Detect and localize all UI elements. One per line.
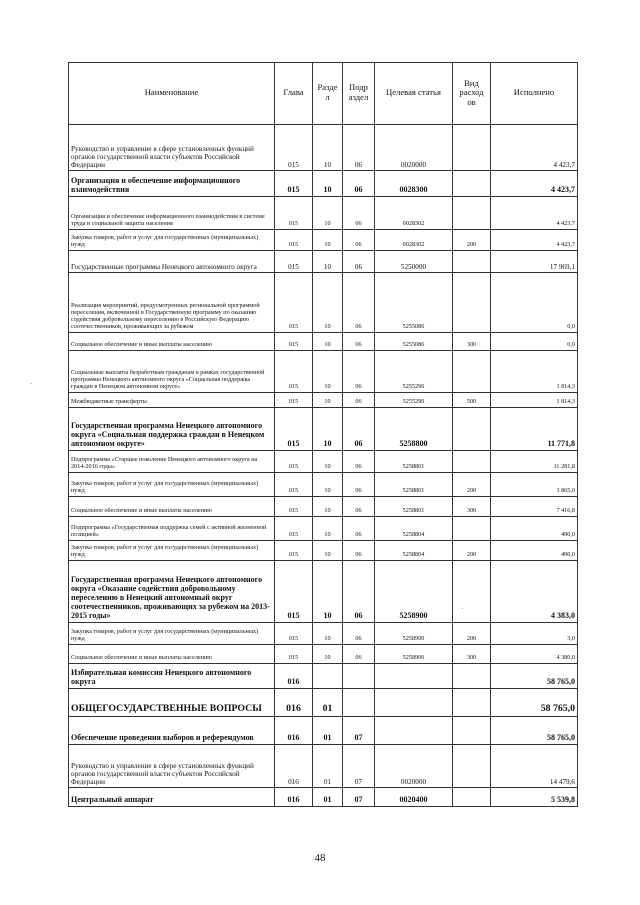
cell-name: Закупка товаров, работ и услуг для государственных (муниципальных) нужд xyxy=(69,623,275,645)
cell-statya: 0028302 xyxy=(375,197,453,230)
cell-name: ОБЩЕГОСУДАРСТВЕННЫЕ ВОПРОСЫ xyxy=(69,689,275,717)
cell-razdel: 10 xyxy=(313,230,343,251)
cell-razdel: 10 xyxy=(313,497,343,517)
cell-ispolneno: 4 423,7 xyxy=(491,197,578,230)
cell-podrazdel: 06 xyxy=(343,333,375,351)
cell-ispolneno: 490,0 xyxy=(491,517,578,541)
table-header xyxy=(69,63,578,125)
cell-ispolneno: 58 765,0 xyxy=(491,717,578,745)
table-row xyxy=(69,664,578,689)
table-row xyxy=(69,645,578,664)
cell-razdel: 10 xyxy=(313,171,343,197)
cell-vid: 200 xyxy=(453,541,491,561)
header-statya: Целевая статья xyxy=(375,63,453,125)
cell-razdel: 10 xyxy=(313,351,343,393)
table-row xyxy=(69,517,578,541)
cell-statya: 0020000 xyxy=(375,745,453,788)
table-row xyxy=(69,473,578,497)
cell-statya: 0028302 xyxy=(375,230,453,251)
cell-glava: 015 xyxy=(275,393,313,408)
cell-glava: 015 xyxy=(275,561,313,623)
cell-ispolneno: 1 814,3 xyxy=(491,351,578,393)
cell-razdel: 10 xyxy=(313,541,343,561)
cell-vid: 300 xyxy=(453,497,491,517)
cell-glava: 015 xyxy=(275,230,313,251)
cell-statya: 5258801 xyxy=(375,473,453,497)
cell-glava: 016 xyxy=(275,745,313,788)
cell-ispolneno: 3 865,0 xyxy=(491,473,578,497)
cell-name: Закупка товаров, работ и услуг для государственных (муниципальных) нужд xyxy=(69,230,275,251)
cell-ispolneno: 4 423,7 xyxy=(491,125,578,171)
cell-podrazdel: 06 xyxy=(343,451,375,473)
cell-name: Руководство и управление в сфере установленных функций органов государственной власти субъектов Российской Федерации xyxy=(69,745,275,788)
cell-statya xyxy=(375,664,453,689)
table-row xyxy=(69,251,578,273)
cell-glava: 015 xyxy=(275,623,313,645)
cell-statya: 5255290 xyxy=(375,393,453,408)
cell-name: Подпрограмма «Государственная поддержка семей с активной жизненной позицией» xyxy=(69,517,275,541)
table-row xyxy=(69,451,578,473)
cell-ispolneno: 4 423,7 xyxy=(491,230,578,251)
cell-razdel: 10 xyxy=(313,473,343,497)
cell-statya: 5258801 xyxy=(375,497,453,517)
cell-ispolneno: 58 765,0 xyxy=(491,689,578,717)
cell-podrazdel: 06 xyxy=(343,251,375,273)
cell-razdel: 10 xyxy=(313,273,343,333)
cell-ispolneno: 11 771,8 xyxy=(491,408,578,451)
table-row xyxy=(69,541,578,561)
cell-vid: 500 xyxy=(453,393,491,408)
cell-podrazdel: 06 xyxy=(343,561,375,623)
cell-ispolneno: 7 416,8 xyxy=(491,497,578,517)
cell-podrazdel: 06 xyxy=(343,541,375,561)
cell-podrazdel: 06 xyxy=(343,645,375,664)
cell-podrazdel: 06 xyxy=(343,517,375,541)
cell-glava: 015 xyxy=(275,125,313,171)
cell-razdel: 10 xyxy=(313,393,343,408)
cell-statya: 0028300 xyxy=(375,171,453,197)
cell-vid xyxy=(453,197,491,230)
cell-razdel: 10 xyxy=(313,517,343,541)
header-name: Наименование xyxy=(69,63,275,125)
cell-glava: 015 xyxy=(275,333,313,351)
cell-vid xyxy=(453,788,491,807)
cell-podrazdel: 06 xyxy=(343,351,375,393)
cell-podrazdel: 07 xyxy=(343,717,375,745)
page-number: 48 xyxy=(314,852,326,864)
table-row xyxy=(69,230,578,251)
cell-glava: 015 xyxy=(275,645,313,664)
cell-razdel: 01 xyxy=(313,689,343,717)
cell-name: Центральный аппарат xyxy=(69,788,275,807)
cell-vid xyxy=(453,251,491,273)
cell-razdel: 10 xyxy=(313,125,343,171)
table-row xyxy=(69,333,578,351)
budget-table xyxy=(68,62,578,807)
cell-glava: 015 xyxy=(275,171,313,197)
cell-vid xyxy=(453,408,491,451)
cell-name: Руководство и управление в сфере установленных функций органов государственной власти субъектов Российской Федерации xyxy=(69,125,275,171)
cell-vid: 200 xyxy=(453,623,491,645)
cell-vid xyxy=(453,451,491,473)
cell-ispolneno: 4 423,7 xyxy=(491,171,578,197)
table-row xyxy=(69,497,578,517)
cell-glava: 015 xyxy=(275,197,313,230)
cell-ispolneno: 14 479,6 xyxy=(491,745,578,788)
cell-razdel: 10 xyxy=(313,451,343,473)
cell-ispolneno: 0,0 xyxy=(491,333,578,351)
cell-glava: 015 xyxy=(275,351,313,393)
table-row xyxy=(69,788,578,807)
table-row xyxy=(69,745,578,788)
cell-name: Государственная программа Ненецкого автономного округа «Оказание содействия добровольному переселению в Ненецкий автономный округ соотечественников, проживающих за рубежом на 2013-2015 годы» xyxy=(69,561,275,623)
cell-glava: 015 xyxy=(275,473,313,497)
cell-razdel: 10 xyxy=(313,408,343,451)
table-row xyxy=(69,623,578,645)
cell-statya: 5255086 xyxy=(375,333,453,351)
cell-podrazdel: 06 xyxy=(343,125,375,171)
cell-vid xyxy=(453,745,491,788)
cell-podrazdel: 06 xyxy=(343,393,375,408)
cell-podrazdel: 06 xyxy=(343,171,375,197)
cell-name: Межбюджетные трансферты xyxy=(69,393,275,408)
cell-ispolneno: 4 380,0 xyxy=(491,645,578,664)
cell-statya xyxy=(375,689,453,717)
cell-glava: 015 xyxy=(275,408,313,451)
cell-razdel: 01 xyxy=(313,717,343,745)
cell-ispolneno: 5 539,8 xyxy=(491,788,578,807)
cell-name: Организация и обеспечение информационного взаимодействия xyxy=(69,171,275,197)
cell-statya: 5250000 xyxy=(375,251,453,273)
cell-razdel: 01 xyxy=(313,745,343,788)
cell-ispolneno: 3,0 xyxy=(491,623,578,645)
cell-glava: 015 xyxy=(275,273,313,333)
cell-ispolneno: 58 765,0 xyxy=(491,664,578,689)
cell-name: Закупка товаров, работ и услуг для государственных (муниципальных) нужд xyxy=(69,541,275,561)
cell-glava: 015 xyxy=(275,497,313,517)
cell-statya: 5258800 xyxy=(375,408,453,451)
table-row xyxy=(69,171,578,197)
cell-podrazdel xyxy=(343,689,375,717)
cell-podrazdel: 06 xyxy=(343,473,375,497)
cell-vid xyxy=(453,273,491,333)
cell-vid xyxy=(453,125,491,171)
header-razdel: Разде л xyxy=(313,63,343,125)
cell-razdel: 10 xyxy=(313,197,343,230)
table-row xyxy=(69,125,578,171)
header-podrazdel: Подр аздел xyxy=(343,63,375,125)
cell-statya: 5255290 xyxy=(375,351,453,393)
cell-statya: 5255086 xyxy=(375,273,453,333)
cell-name: Обеспечение проведения выборов и референдумов xyxy=(69,717,275,745)
cell-vid xyxy=(453,171,491,197)
cell-statya: 5258804 xyxy=(375,517,453,541)
cell-statya: 5258804 xyxy=(375,541,453,561)
cell-podrazdel: 07 xyxy=(343,788,375,807)
table-body xyxy=(69,125,578,807)
cell-vid: 200 xyxy=(453,473,491,497)
cell-ispolneno: 1 814,3 xyxy=(491,393,578,408)
cell-statya: 5258900 xyxy=(375,645,453,664)
cell-razdel: 10 xyxy=(313,623,343,645)
cell-name: Социальное обеспечение и иные выплаты населению xyxy=(69,497,275,517)
scan-mark: · xyxy=(30,380,33,388)
cell-vid xyxy=(453,561,491,623)
cell-vid: 300 xyxy=(453,333,491,351)
cell-podrazdel: 06 xyxy=(343,273,375,333)
cell-statya: 5258801 xyxy=(375,451,453,473)
cell-glava: 016 xyxy=(275,689,313,717)
cell-razdel xyxy=(313,664,343,689)
cell-name: Организация и обеспечение информационного взаимодействия в системе труда и социальной защиты населения xyxy=(69,197,275,230)
cell-razdel: 10 xyxy=(313,333,343,351)
cell-glava: 015 xyxy=(275,541,313,561)
cell-glava: 016 xyxy=(275,788,313,807)
cell-razdel: 10 xyxy=(313,645,343,664)
cell-name: Государственная программа Ненецкого автономного округа «Социальная поддержка граждан в Ненецком автономном округе» xyxy=(69,408,275,451)
cell-statya: 0020400 xyxy=(375,788,453,807)
cell-name: Избирательная комиссия Ненецкого автономного округа xyxy=(69,664,275,689)
table-row xyxy=(69,717,578,745)
cell-name: Государственные программы Ненецкого автономного округа xyxy=(69,251,275,273)
cell-statya: 5258900 xyxy=(375,623,453,645)
cell-statya xyxy=(375,717,453,745)
table-row xyxy=(69,273,578,333)
table-row xyxy=(69,408,578,451)
cell-vid xyxy=(453,664,491,689)
header-glava: Глава xyxy=(275,63,313,125)
cell-razdel: 01 xyxy=(313,788,343,807)
table-row xyxy=(69,689,578,717)
cell-vid xyxy=(453,689,491,717)
table-row xyxy=(69,561,578,623)
cell-name: Социальное обеспечение и иные выплаты населению xyxy=(69,645,275,664)
cell-name: Закупка товаров, работ и услуг для государственных (муниципальных) нужд xyxy=(69,473,275,497)
cell-vid: 300 xyxy=(453,645,491,664)
cell-podrazdel: 07 xyxy=(343,745,375,788)
cell-ispolneno: 4 383,0 xyxy=(491,561,578,623)
cell-razdel: 10 xyxy=(313,251,343,273)
scan-mark: · xyxy=(461,605,464,613)
table-row xyxy=(69,351,578,393)
header-vid: Вид расход ов xyxy=(453,63,491,125)
cell-vid xyxy=(453,517,491,541)
cell-ispolneno: 11 281,8 xyxy=(491,451,578,473)
cell-glava: 015 xyxy=(275,517,313,541)
cell-vid: 200 xyxy=(453,230,491,251)
cell-glava: 016 xyxy=(275,664,313,689)
cell-statya: 5258900 xyxy=(375,561,453,623)
cell-vid xyxy=(453,351,491,393)
cell-glava: 016 xyxy=(275,717,313,745)
cell-vid xyxy=(453,717,491,745)
cell-podrazdel: 06 xyxy=(343,408,375,451)
table-row xyxy=(69,393,578,408)
cell-podrazdel xyxy=(343,664,375,689)
table-row xyxy=(69,197,578,230)
cell-ispolneno: 17 969,1 xyxy=(491,251,578,273)
cell-glava: 015 xyxy=(275,451,313,473)
cell-podrazdel: 06 xyxy=(343,497,375,517)
cell-podrazdel: 06 xyxy=(343,197,375,230)
cell-ispolneno: 490,0 xyxy=(491,541,578,561)
cell-name: Социальные выплаты безработным гражданам в рамках государственной программы Ненецкого автономного округа «Социальная поддержка граждан в Ненецком автономном округе» xyxy=(69,351,275,393)
cell-ispolneno: 0,0 xyxy=(491,273,578,333)
cell-podrazdel: 06 xyxy=(343,230,375,251)
header-ispolneno: Исполнено xyxy=(491,63,578,125)
cell-podrazdel: 06 xyxy=(343,623,375,645)
cell-statya: 0020000 xyxy=(375,125,453,171)
cell-razdel: 10 xyxy=(313,561,343,623)
cell-glava: 015 xyxy=(275,251,313,273)
cell-name: Социальное обеспечение и иные выплаты населению xyxy=(69,333,275,351)
cell-name: Подпрограмма «Старшее поколение Ненецкого автономного округа на 2014-2016 годы» xyxy=(69,451,275,473)
cell-name: Реализация мероприятий, предусмотренных региональной программой переселения, включенной в Государственную программу по оказанию содействия добровольному переселению в Российскую Федерацию соотечественников, проживающих за рубежом xyxy=(69,273,275,333)
